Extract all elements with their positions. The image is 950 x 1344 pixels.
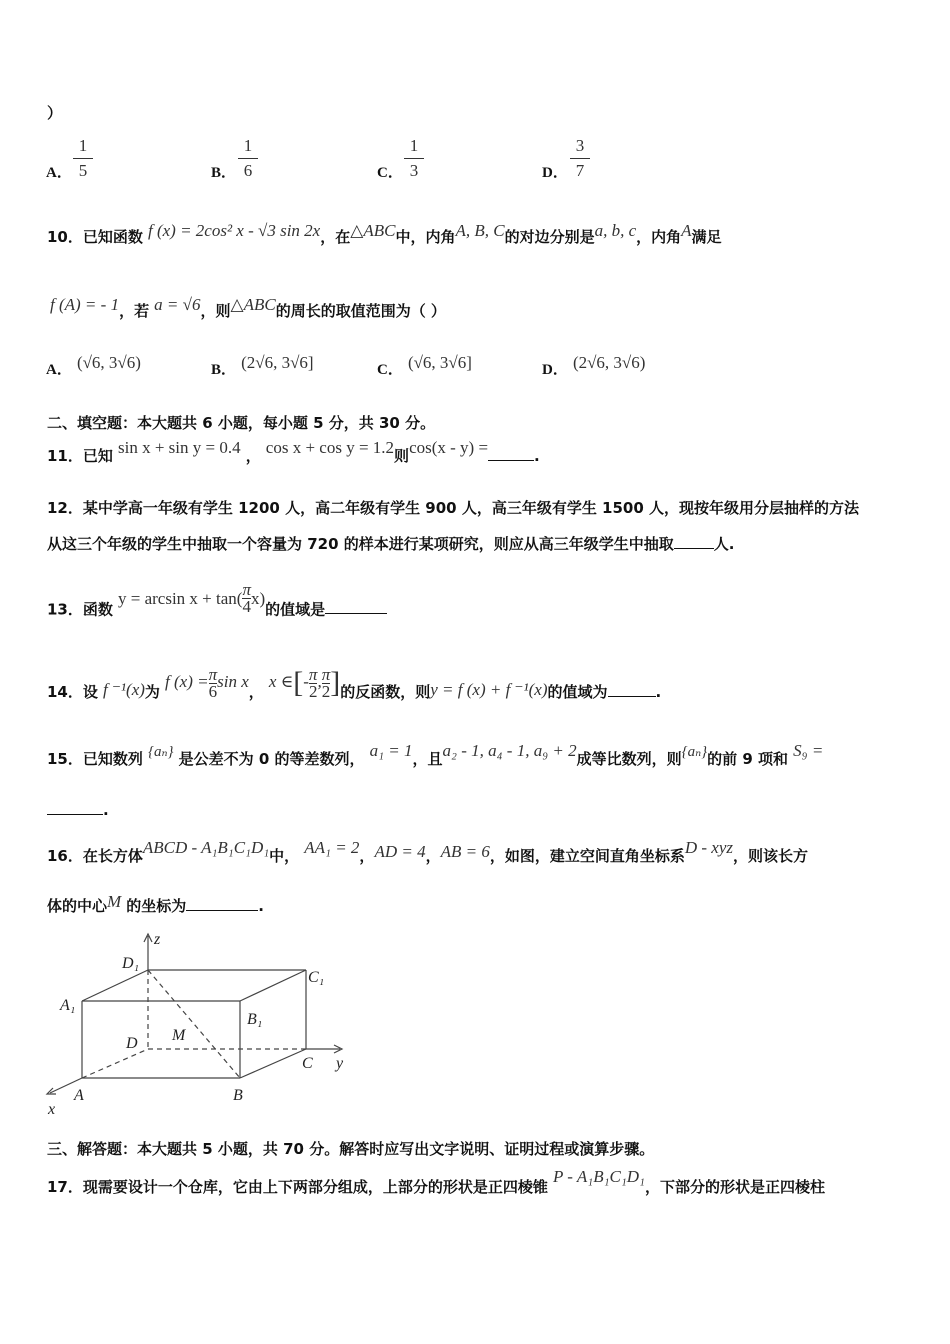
q11-eq2: cos x + cos y = 1.2 — [265, 438, 395, 457]
q16-text: ，则该长方 — [733, 847, 809, 865]
q16-line1 — [47, 838, 809, 866]
q17 — [47, 1167, 825, 1197]
q10-option-c — [377, 353, 472, 379]
q13-text: 函数 — [82, 600, 113, 619]
q10-text: 满足 — [691, 228, 722, 246]
q9-option-a-label: A． — [46, 165, 72, 181]
q16-line2 — [47, 892, 264, 916]
option-value: (2√6, 3√6) — [572, 353, 646, 372]
expr-part: f (x) = — [165, 671, 209, 691]
q11-answer-blank[interactable] — [488, 460, 534, 461]
q10-text: 中，内角 — [395, 228, 456, 246]
edge-a1d1 — [82, 970, 148, 1001]
q10-angles: A, B, C — [455, 221, 505, 240]
denominator: 5 — [78, 161, 88, 180]
section-fill-in-heading: 二、填空题：本大题共 6 小题，每小题 5 分，共 30 分。 — [47, 414, 436, 432]
q15-text: 的前 9 项和 — [707, 750, 789, 768]
q15-number: 15． — [47, 750, 83, 768]
q17-text: ，下部分的形状是正四棱柱 — [644, 1178, 825, 1196]
q12-text: 人. — [713, 535, 735, 553]
q16-text: 中， — [269, 847, 300, 865]
q15-text: . — [103, 801, 109, 819]
option-label: B． — [211, 362, 237, 378]
q10-angle-a: A — [681, 221, 692, 240]
cuboid-figure — [40, 928, 370, 1118]
continuation-paren: ） — [47, 104, 63, 122]
option-value: (2√6, 3√6] — [241, 353, 314, 372]
q13-number: 13． — [47, 600, 83, 619]
q14-sum: y = f (x) + f ⁻¹(x) — [430, 679, 548, 699]
q11-number: 11． — [47, 447, 83, 465]
q16-number: 16． — [47, 847, 83, 865]
q10-text: ，内角 — [636, 228, 682, 246]
q14-number: 14． — [47, 682, 83, 701]
q15-sequence: {aₙ} — [681, 744, 708, 760]
denominator: 6 — [243, 161, 253, 180]
pi-over-6 — [208, 664, 218, 701]
q14-text: . — [655, 682, 662, 701]
q10-text: ，则 — [200, 302, 231, 320]
q10-option-b — [211, 353, 314, 379]
q11-text: 则 — [394, 447, 410, 465]
q9-option-d-label: D． — [542, 165, 568, 181]
q14-domain: x ∈[- $\frac{\pi}{2}$ , $\frac{\pi}{2}$ ] — [268, 664, 341, 701]
q16-cuboid: ABCD - A₁B₁C₁D₁ — [142, 838, 270, 857]
q9-option-a-fraction — [73, 136, 93, 181]
q16-text: ， — [359, 847, 375, 865]
q10-text: ，若 — [119, 302, 150, 320]
q15-a1: a₁ = 1 — [369, 741, 413, 760]
label-z: z — [154, 931, 161, 948]
q10-option-d — [542, 353, 646, 379]
expr-part: x) — [250, 589, 266, 609]
label-a1: A₁ — [60, 997, 76, 1014]
option-label: A． — [46, 362, 72, 378]
q14-answer-blank[interactable] — [608, 696, 656, 697]
q13-expression — [117, 580, 266, 616]
q15-sequence: {aₙ} — [147, 744, 174, 760]
q16-text: 的坐标为 — [126, 897, 187, 915]
section-solve-heading: 三、解答题：本大题共 5 小题，共 70 分。解答时应写出文字说明、证明过程或演算步骤。 — [47, 1140, 655, 1158]
q13-text: 的值域是 — [265, 600, 326, 619]
q9-option-d-fraction — [570, 136, 590, 181]
q15-answer-blank[interactable] — [47, 814, 103, 815]
option-value: (√6, 3√6] — [407, 353, 472, 372]
numerator: 3 — [575, 136, 585, 155]
label-x: x — [48, 1101, 56, 1118]
q17-pyramid: P - A₁B₁C₁D₁ — [552, 1167, 645, 1186]
pi-over-4 — [242, 582, 251, 615]
q14-text: 为 — [144, 682, 160, 701]
label-c1: C₁ — [308, 969, 325, 986]
q10-line2 — [50, 295, 446, 321]
q13-answer-blank[interactable] — [325, 613, 387, 614]
pi-over-2 — [308, 664, 318, 701]
q9-option-c-label: C． — [377, 165, 403, 181]
q16-text: ， — [425, 847, 441, 865]
q10-option-a — [46, 353, 141, 379]
expr-part: sin x — [217, 671, 249, 691]
option-label: D． — [542, 362, 568, 378]
q10-function: f (x) = 2cos² x - √3 sin 2x — [147, 221, 321, 240]
q16-aa1: AA₁ = 2 — [304, 838, 360, 857]
expr-part: - — [303, 671, 309, 691]
q9-option-c-fraction — [404, 136, 424, 181]
q10-condition-f: f (A) = - 1 — [50, 295, 120, 314]
q16-ad: AD = 4 — [374, 842, 426, 861]
edge-bc — [240, 1049, 306, 1078]
q15-text: 是公差不为 0 的等差数列， — [178, 750, 365, 768]
expr-part: x ∈ — [268, 671, 294, 691]
edge-ad-hidden — [82, 1049, 148, 1078]
q14-inverse: f ⁻¹(x) — [102, 679, 145, 699]
denominator: 7 — [575, 161, 585, 180]
q15-s9: S₉ = — [793, 741, 824, 760]
pi-over-2 — [321, 664, 331, 701]
q10-text: ，在 — [320, 228, 351, 246]
q10-condition-a: a = √6 — [154, 295, 201, 314]
diagonal-d1b — [148, 970, 240, 1078]
q13 — [47, 580, 387, 627]
label-b: B — [233, 1087, 243, 1104]
q10-line1 — [47, 221, 722, 247]
q16-text: 体的中心 — [47, 897, 108, 915]
q10-text: 的周长的取值范围为（ ） — [275, 302, 446, 320]
q11-eq1: sin x + sin y = 0.4 — [117, 438, 241, 457]
q14-text: ， — [248, 682, 264, 701]
numerator: π — [308, 664, 318, 684]
q10-number: 10． — [47, 228, 83, 246]
denominator: 2 — [308, 681, 318, 701]
q10-triangle: △ABC — [350, 221, 396, 240]
numerator: π — [208, 664, 218, 684]
numerator: π — [321, 664, 331, 684]
q14-text: 的反函数，则 — [340, 682, 431, 701]
q16-center-m: M — [107, 892, 122, 911]
label-b1: B₁ — [247, 1011, 263, 1028]
numerator: 1 — [78, 136, 88, 155]
numerator: 1 — [243, 136, 253, 155]
denominator: 2 — [321, 681, 331, 701]
option-label: C． — [377, 362, 403, 378]
q15-answer-line — [47, 800, 109, 819]
edge-b1c1 — [240, 970, 306, 1001]
denominator: 6 — [208, 681, 218, 701]
q15-terms: a₂ - 1, a₄ - 1, a₉ + 2 — [442, 741, 577, 760]
q12-line2 — [47, 533, 734, 554]
q15-text: 已知数列 — [82, 750, 143, 768]
q11-text: 已知 — [82, 447, 113, 465]
q10-text: 的对边分别是 — [504, 228, 595, 246]
q12-line1: 12．某中学高一年级有学生 1200 人，高二年级有学生 900 人，高三年级有学生 1500 人，现按年级用分层抽样的方法 — [47, 499, 860, 517]
q16-ab: AB = 6 — [440, 842, 490, 861]
q16-text: 在长方体 — [82, 847, 143, 865]
q9-option-b-fraction — [238, 136, 258, 181]
q11-eq3: cos(x - y) = — [409, 438, 489, 457]
q15-text: 成等比数列，则 — [576, 750, 682, 768]
q14-function — [165, 664, 249, 701]
q11 — [47, 438, 540, 466]
numerator: 1 — [409, 136, 419, 155]
q15 — [47, 741, 824, 769]
q14 — [47, 664, 662, 710]
label-d1: D₁ — [122, 955, 140, 972]
q15-text: ，且 — [412, 750, 443, 768]
q11-text: . — [534, 447, 540, 465]
q16-answer-blank[interactable] — [186, 910, 258, 911]
q10-text: 已知函数 — [82, 228, 143, 246]
q16-text: ，如图，建立空间直角坐标系 — [489, 847, 685, 865]
label-d: D — [126, 1035, 138, 1052]
q9-option-b-label: B． — [211, 165, 237, 181]
label-a: A — [74, 1087, 84, 1104]
denominator: 3 — [409, 161, 419, 180]
q16-text: . — [258, 897, 264, 915]
label-c: C — [302, 1055, 313, 1072]
expr-part: y = arcsin x + tan( — [117, 589, 243, 609]
q14-text: 设 — [82, 682, 98, 701]
q10-sides: a, b, c — [594, 221, 637, 240]
q11-text: ， — [245, 447, 261, 465]
q14-text: 的值域为 — [547, 682, 608, 701]
q16-coord-system: D - xyz — [684, 838, 734, 857]
q12-text: 从这三个年级的学生中抽取一个容量为 720 的样本进行某项研究，则应从高三年级学生中抽取 — [47, 535, 674, 553]
label-m: M — [172, 1027, 186, 1044]
denominator: 4 — [242, 597, 251, 616]
q17-text: 17．现需要设计一个仓库，它由上下两部分组成，上部分的形状是正四棱锥 — [47, 1178, 548, 1196]
numerator: π — [242, 580, 251, 599]
option-value: (√6, 3√6) — [76, 353, 141, 372]
q10-triangle: △ABC — [230, 295, 276, 314]
q12-answer-blank[interactable] — [674, 548, 714, 549]
label-y: y — [336, 1055, 344, 1072]
